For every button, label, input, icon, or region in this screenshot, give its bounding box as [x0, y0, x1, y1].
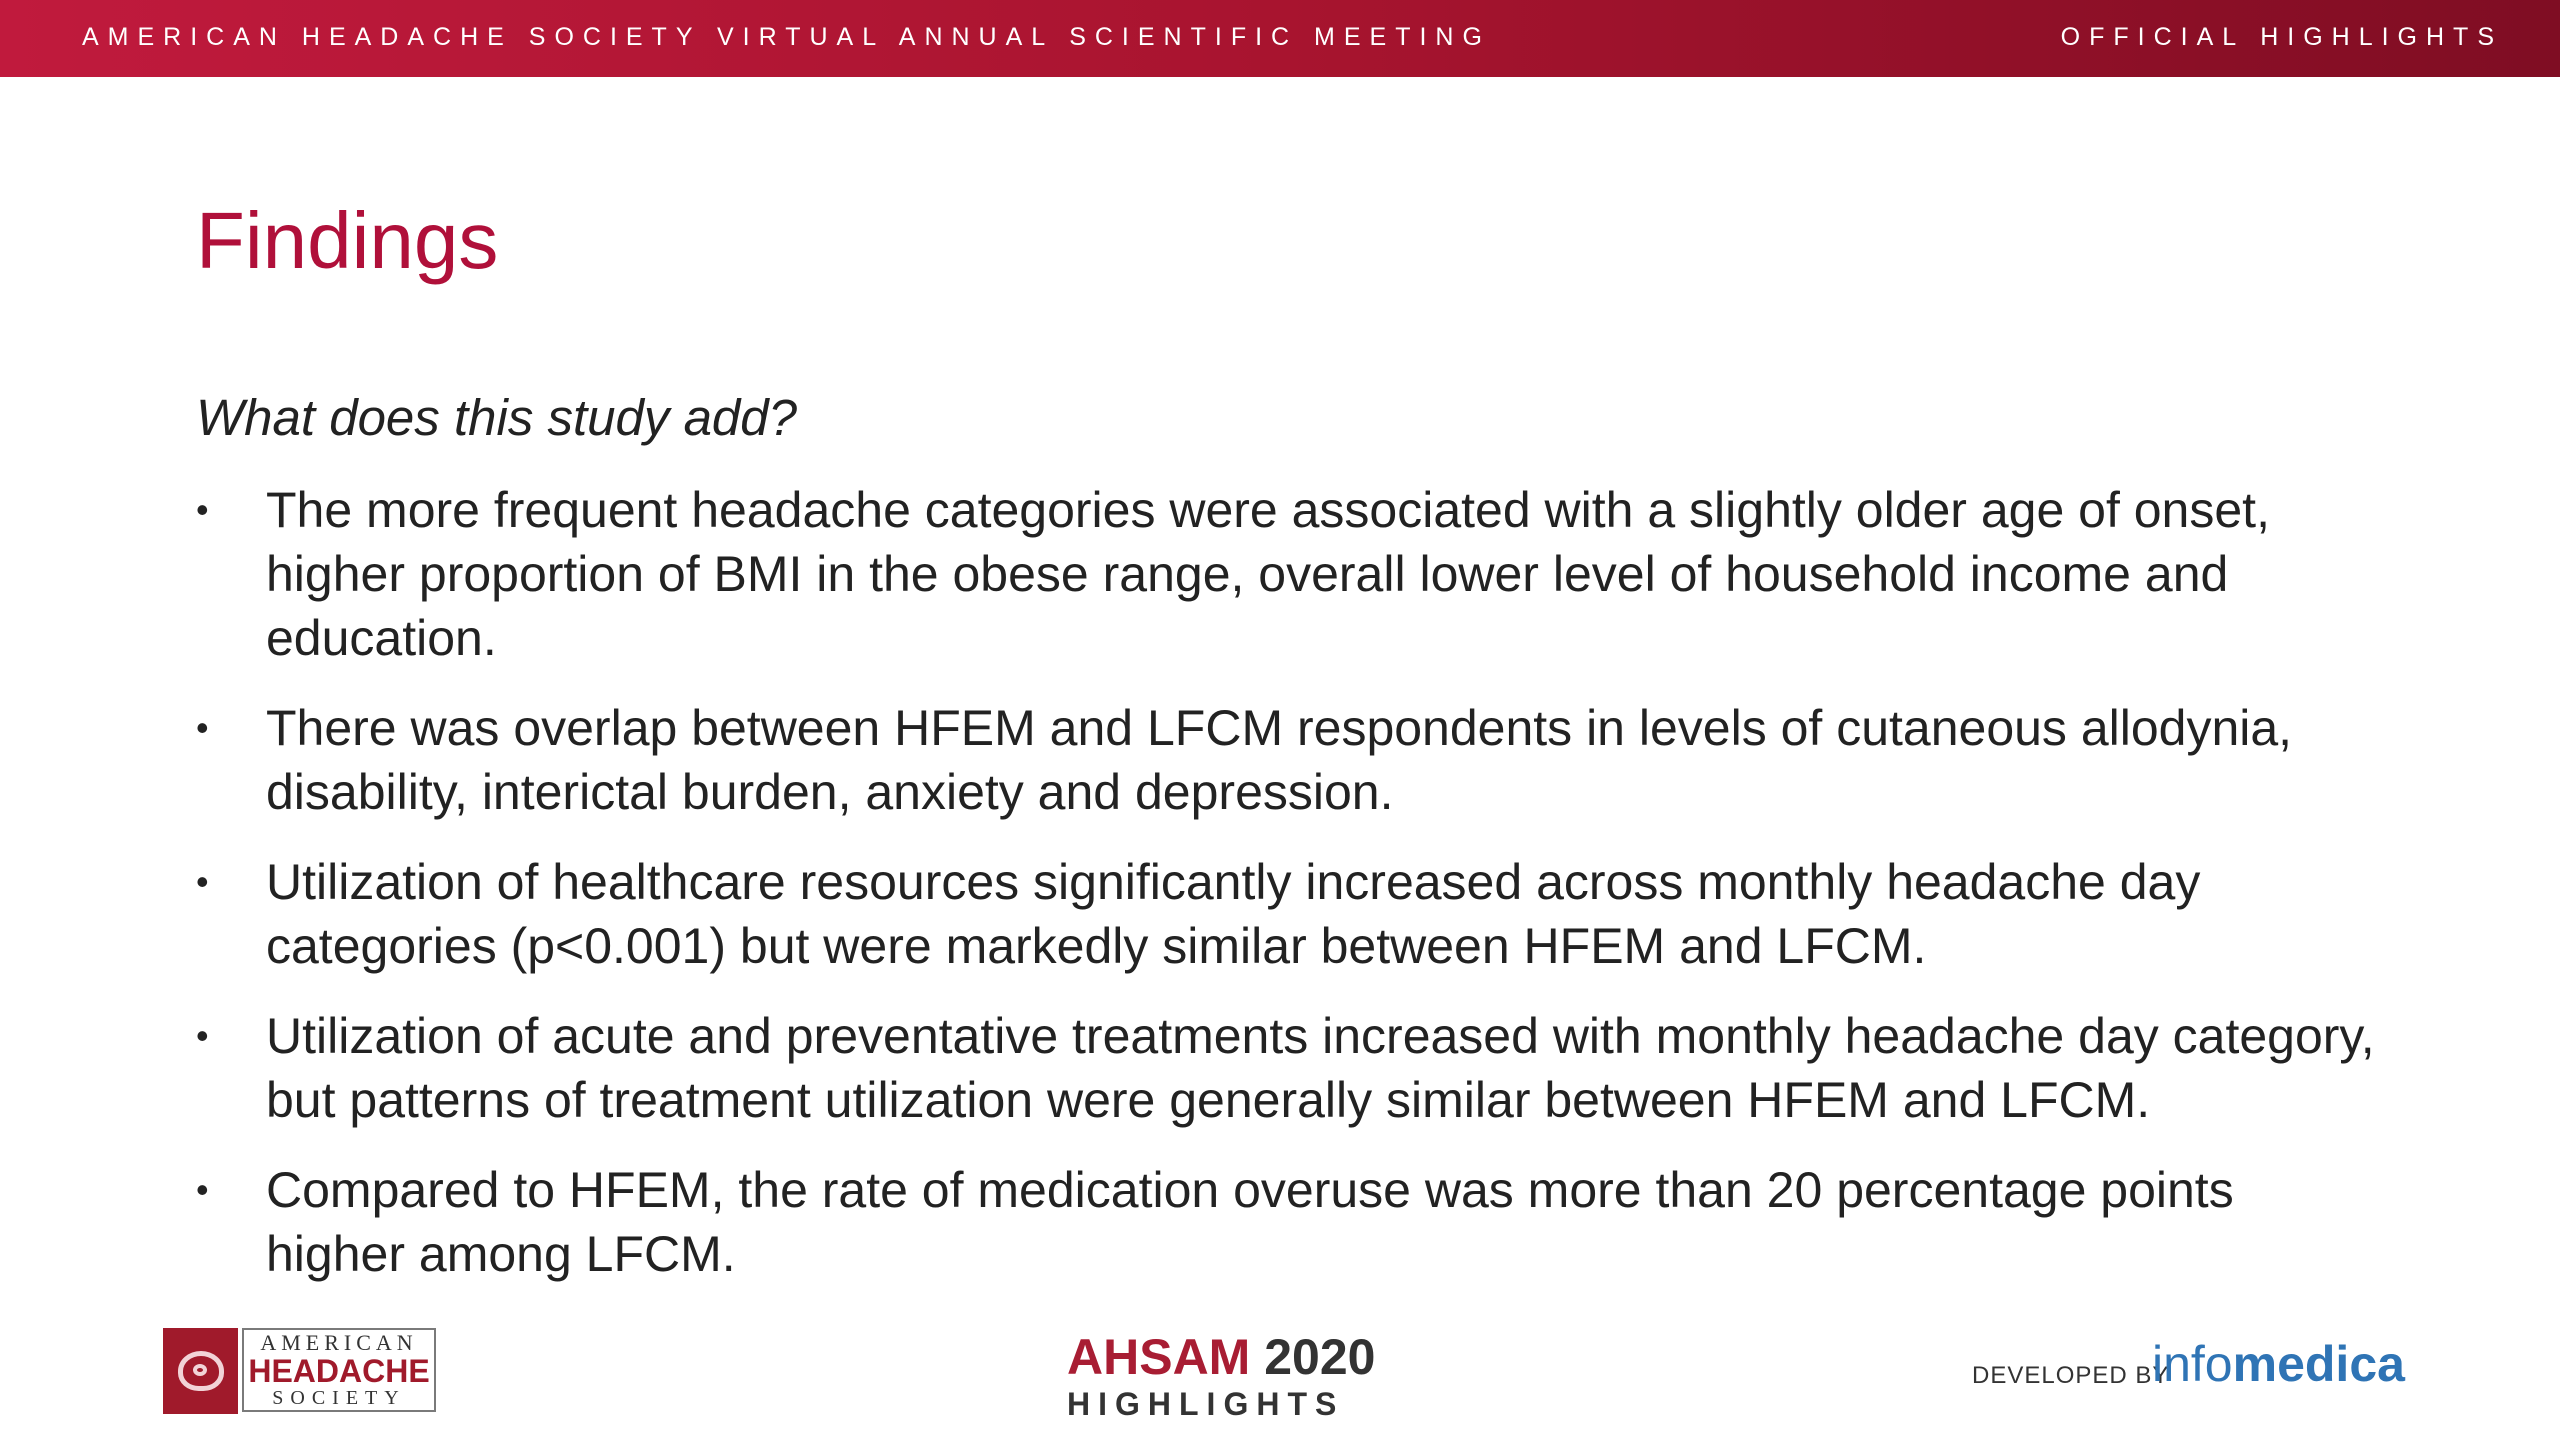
- list-item: [196, 696, 2376, 824]
- page-title: Findings: [196, 196, 499, 285]
- developed-by-label: DEVELOPED BY: [1972, 1362, 2170, 1389]
- bullet-icon: •: [196, 861, 209, 902]
- top-banner: [0, 0, 2560, 77]
- ahsam-logo-year: 2020: [1250, 1329, 1376, 1385]
- finding-text: Utilization of acute and preventative treatments increased with monthly headache day category, but patterns of treatment utilization were generally similar between HFEM and LFCM.: [266, 1008, 2375, 1128]
- infomedica-logo: [2152, 1334, 2405, 1394]
- ahs-wordmark: [242, 1328, 436, 1412]
- finding-text: The more frequent headache categories were associated with a slightly older age of onset, higher proportion of BMI in the obese range, overall lower level of household income and education.: [266, 482, 2270, 666]
- finding-text: Compared to HFEM, the rate of medication overuse was more than 20 percentage points higher among LFCM.: [266, 1162, 2234, 1282]
- footer: [0, 1320, 2560, 1440]
- list-item: [196, 1004, 2376, 1132]
- ahs-logo-line3: SOCIETY: [272, 1387, 406, 1409]
- head-icon: [178, 1351, 224, 1391]
- infomedica-bold: medica: [2232, 1336, 2405, 1392]
- ahsam-2020-logo: [1067, 1329, 1376, 1423]
- ahsam-logo-sub: HIGHLIGHTS: [1067, 1386, 1345, 1422]
- ahs-logo-line1: AMERICAN: [260, 1330, 418, 1355]
- list-item: [196, 478, 2376, 670]
- list-item: [196, 1158, 2376, 1286]
- ahs-emblem-icon: [163, 1328, 238, 1414]
- list-item: [196, 850, 2376, 978]
- bullet-icon: •: [196, 1015, 209, 1056]
- findings-list: [196, 478, 2376, 1312]
- finding-text: Utilization of healthcare resources significantly increased across monthly headache day categories (p<0.001) but were markedly similar between HFEM and LFCM.: [266, 854, 2201, 974]
- official-highlights-label: OFFICIAL HIGHLIGHTS: [2060, 23, 2503, 51]
- ahsam-logo-main: [1067, 1329, 1376, 1385]
- finding-text: There was overlap between HFEM and LFCM respondents in levels of cutaneous allodynia, disability, interictal burden, anxiety and depression.: [266, 700, 2293, 820]
- ahs-logo: [163, 1328, 443, 1416]
- bullet-icon: •: [196, 707, 209, 748]
- infomedica-light: info: [2152, 1336, 2233, 1392]
- ahs-logo-line2: HEADACHE: [248, 1353, 430, 1389]
- slide-subtitle: What does this study add?: [196, 389, 798, 446]
- meeting-name: AMERICAN HEADACHE SOCIETY VIRTUAL ANNUAL SCIENTIFIC MEETING: [82, 23, 1491, 51]
- bullet-icon: •: [196, 1169, 209, 1210]
- bullet-icon: •: [196, 489, 209, 530]
- ahsam-logo-red: AHSAM: [1067, 1329, 1251, 1385]
